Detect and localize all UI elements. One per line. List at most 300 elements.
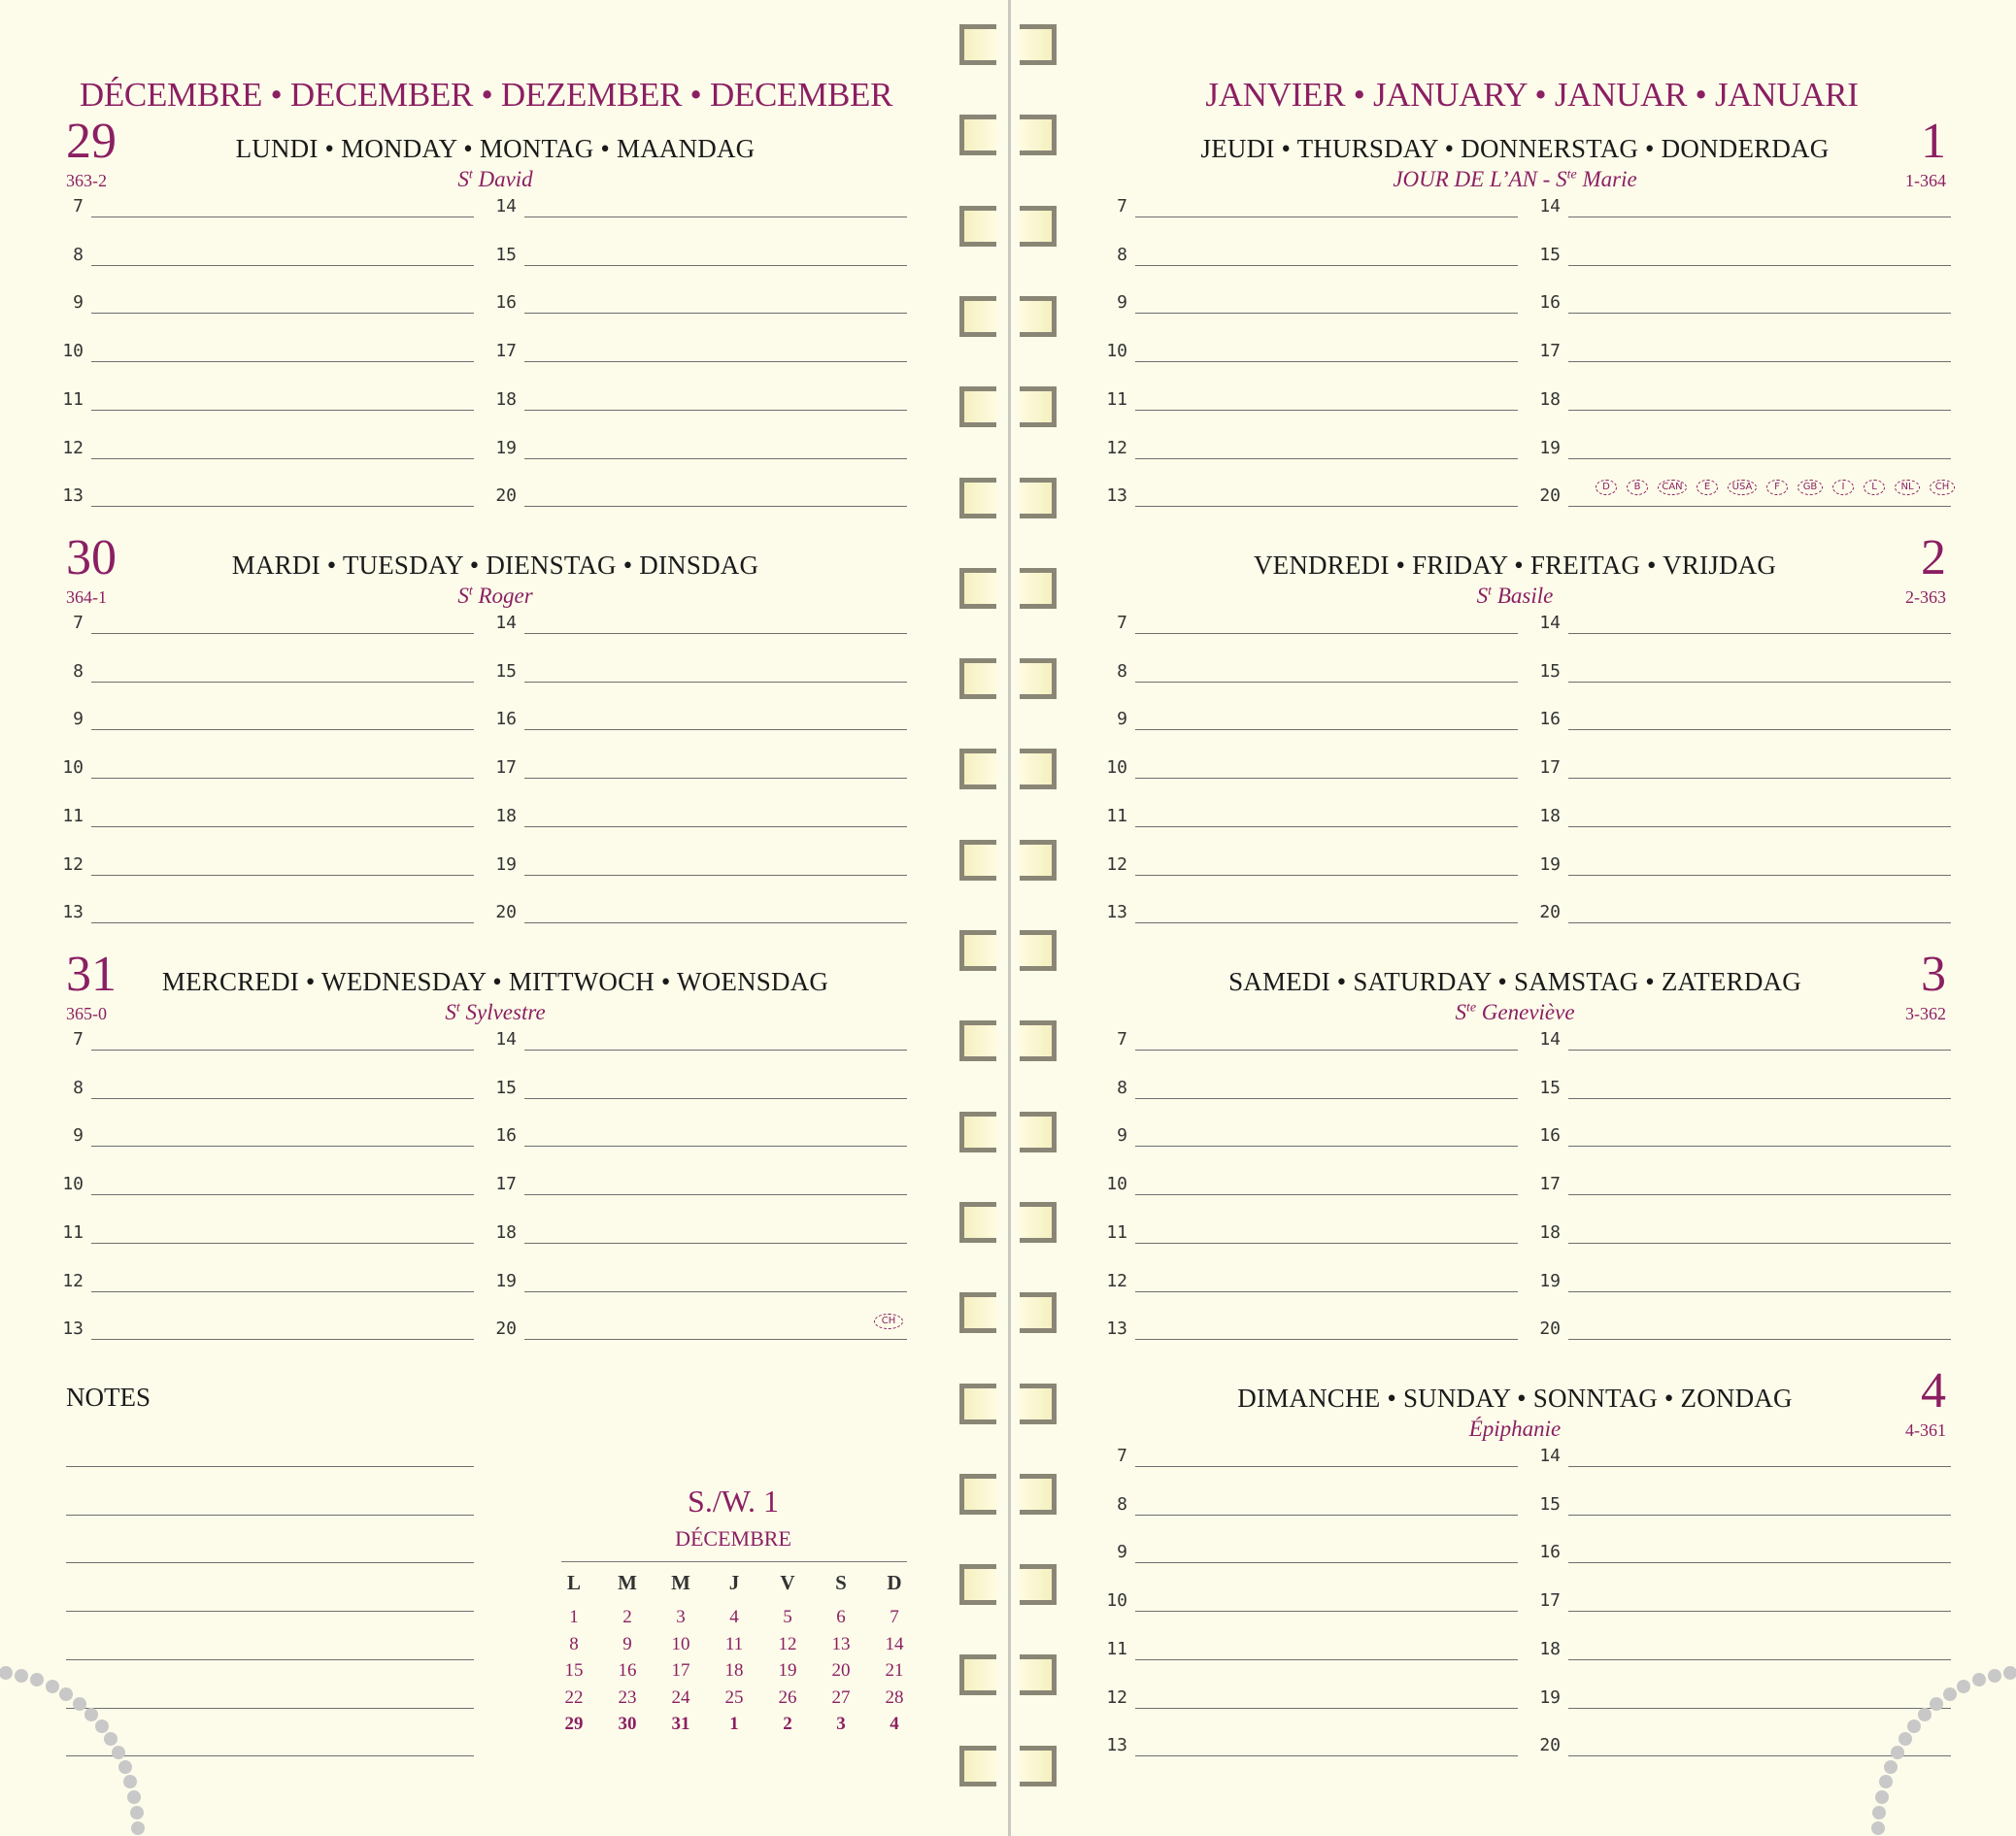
- calendar-date[interactable]: 17: [671, 1660, 690, 1681]
- hour-label: 10: [62, 757, 84, 779]
- writing-line[interactable]: [524, 778, 907, 779]
- day-name: LUNDI • MONDAY • MONTAG • MAANDAG: [235, 134, 756, 163]
- hour-label: 18: [1539, 1221, 1561, 1243]
- binder-ring: [959, 1112, 1057, 1152]
- ring-right-half: [1020, 840, 1057, 881]
- hour-label: 20: [495, 485, 517, 507]
- writing-line[interactable]: [91, 1050, 474, 1051]
- saint-prefix: S: [457, 167, 469, 191]
- writing-line[interactable]: [1135, 410, 1518, 411]
- day-name: MARDI • TUESDAY • DIENSTAG • DINSDAG: [231, 551, 759, 580]
- writing-line[interactable]: [91, 922, 474, 923]
- calendar-date[interactable]: 1: [729, 1714, 739, 1734]
- writing-line[interactable]: [524, 458, 907, 459]
- ring-left-half: [959, 840, 996, 881]
- ring-left-half: [959, 1202, 996, 1243]
- writing-line[interactable]: [1568, 458, 1951, 459]
- hour-label: 9: [1117, 292, 1127, 314]
- writing-line[interactable]: [524, 410, 907, 411]
- hour-label: 10: [1106, 1174, 1127, 1195]
- calendar-date[interactable]: 22: [564, 1686, 584, 1708]
- calendar-date[interactable]: 14: [885, 1633, 904, 1654]
- day-number: 1: [1921, 114, 1946, 169]
- writing-line[interactable]: [524, 1243, 907, 1244]
- writing-line[interactable]: [1135, 1708, 1518, 1709]
- hour-label: 11: [1106, 388, 1127, 410]
- hour-label: 15: [495, 1077, 517, 1098]
- hour-label: 8: [1117, 1493, 1127, 1515]
- writing-line[interactable]: [1135, 778, 1518, 779]
- writing-line[interactable]: [1568, 313, 1951, 314]
- writing-line[interactable]: [1135, 1611, 1518, 1612]
- calendar-date[interactable]: 8: [569, 1633, 579, 1654]
- hour-label: 13: [1106, 1319, 1127, 1340]
- writing-line[interactable]: [1568, 1291, 1951, 1292]
- day-name: JEUDI • THURSDAY • DONNERSTAG • DONDERDAG: [1200, 134, 1830, 163]
- writing-line[interactable]: [1568, 1611, 1951, 1612]
- calendar-date[interactable]: 7: [890, 1607, 899, 1627]
- decorative-dot: [46, 1680, 59, 1693]
- calendar-date[interactable]: 2: [783, 1714, 792, 1734]
- saint-superscript: te: [1566, 167, 1577, 183]
- writing-line[interactable]: [91, 682, 474, 683]
- mini-calendar-rule: [561, 1561, 907, 1562]
- writing-line[interactable]: [1135, 1194, 1518, 1195]
- binder-ring: [959, 478, 1057, 518]
- hour-label: 15: [1539, 1077, 1561, 1098]
- writing-line[interactable]: [524, 265, 907, 266]
- writing-line[interactable]: [1135, 506, 1518, 507]
- hour-label: 8: [73, 244, 84, 265]
- month-title-right: JANVIER • JANUARY • JANUAR • JANUARI: [1205, 76, 1859, 114]
- hour-label: 20: [495, 1319, 517, 1340]
- hour-label: 9: [73, 709, 84, 730]
- weekday-header: J: [728, 1571, 740, 1594]
- writing-line[interactable]: [91, 410, 474, 411]
- notes-line[interactable]: [66, 1659, 474, 1660]
- ring-right-half: [1020, 658, 1057, 699]
- decorative-dot: [59, 1687, 73, 1701]
- ring-left-half: [959, 115, 996, 155]
- calendar-date[interactable]: 10: [671, 1633, 690, 1654]
- decorative-dot: [1972, 1673, 1986, 1686]
- saint-of-day: [1117, 1417, 1913, 1442]
- hour-label: 12: [1106, 437, 1127, 458]
- writing-line[interactable]: [91, 1339, 474, 1340]
- writing-line[interactable]: [1568, 265, 1951, 266]
- writing-line[interactable]: [91, 1291, 474, 1292]
- writing-line[interactable]: [91, 1243, 474, 1244]
- hour-label: 7: [73, 613, 84, 633]
- writing-line[interactable]: [1135, 826, 1518, 827]
- writing-line[interactable]: [1568, 1659, 1951, 1660]
- decorative-dot: [1907, 1719, 1921, 1733]
- saint-of-day: [136, 167, 855, 192]
- hour-label: 18: [495, 388, 517, 410]
- hour-label: 16: [1539, 709, 1561, 730]
- hour-label: 7: [1117, 196, 1127, 217]
- decorative-dot: [30, 1673, 44, 1686]
- day-of-year: 2-363: [1905, 587, 1946, 607]
- writing-line[interactable]: [91, 361, 474, 362]
- decorative-dot: [0, 1666, 13, 1680]
- writing-line[interactable]: [1135, 1243, 1518, 1244]
- hour-label: 17: [1539, 1590, 1561, 1612]
- weekday-header: D: [887, 1571, 902, 1594]
- writing-line[interactable]: [524, 826, 907, 827]
- calendar-date[interactable]: 15: [564, 1660, 584, 1681]
- writing-line[interactable]: [1135, 1146, 1518, 1147]
- calendar-date[interactable]: 23: [618, 1686, 637, 1708]
- hour-label: 19: [1539, 437, 1561, 458]
- saint-prefix: S: [1476, 584, 1489, 608]
- writing-line[interactable]: [524, 313, 907, 314]
- saint-of-day: [1117, 1000, 1913, 1025]
- writing-line[interactable]: [1135, 922, 1518, 923]
- writing-line[interactable]: [1568, 633, 1951, 634]
- writing-line[interactable]: [1135, 1659, 1518, 1660]
- hour-label: 13: [1106, 1735, 1127, 1756]
- hour-label: 10: [62, 341, 84, 362]
- ring-left-half: [959, 478, 996, 518]
- writing-line[interactable]: [1135, 265, 1518, 266]
- calendar-date[interactable]: 25: [724, 1686, 744, 1708]
- ring-left-half: [959, 1384, 996, 1424]
- decorative-dot: [1930, 1697, 1943, 1711]
- writing-line[interactable]: [1568, 361, 1951, 362]
- hour-label: 15: [1539, 1493, 1561, 1515]
- writing-line[interactable]: [1135, 1291, 1518, 1292]
- decorative-dot: [1957, 1680, 1970, 1693]
- hour-label: 20: [495, 902, 517, 923]
- writing-line[interactable]: [1135, 729, 1518, 730]
- writing-line[interactable]: [1135, 1339, 1518, 1340]
- calendar-date[interactable]: 3: [676, 1607, 686, 1627]
- day-name: DIMANCHE • SUNDAY • SONNTAG • ZONDAG: [1237, 1384, 1793, 1413]
- hour-label: 8: [1117, 660, 1127, 682]
- calendar-date[interactable]: 11: [724, 1633, 744, 1654]
- ring-left-half: [959, 386, 996, 427]
- ring-left-half: [959, 658, 996, 699]
- writing-line[interactable]: [524, 1194, 907, 1195]
- calendar-date[interactable]: 16: [618, 1660, 637, 1681]
- binder-ring: [959, 1746, 1057, 1786]
- hour-label: 15: [495, 244, 517, 265]
- hour-label: 18: [495, 1221, 517, 1243]
- calendar-date[interactable]: 3: [836, 1714, 846, 1734]
- weekday-header: M: [618, 1571, 637, 1594]
- binder-ring: [959, 1292, 1057, 1333]
- saint-of-day: [136, 584, 855, 609]
- ring-left-half: [959, 1654, 996, 1695]
- writing-line[interactable]: [1135, 1050, 1518, 1051]
- decorative-dot: [118, 1760, 132, 1774]
- saint-superscript: t: [468, 167, 473, 183]
- day-name: SAMEDI • SATURDAY • SAMSTAG • ZATERDAG: [1228, 967, 1801, 996]
- day-number: 4: [1921, 1363, 1946, 1419]
- ring-right-half: [1020, 1474, 1057, 1515]
- ring-left-half: [959, 296, 996, 337]
- ring-right-half: [1020, 206, 1057, 247]
- decorative-dot: [130, 1806, 144, 1819]
- ring-right-half: [1020, 24, 1057, 65]
- writing-line[interactable]: [1568, 729, 1951, 730]
- writing-line[interactable]: [91, 826, 474, 827]
- decorative-dot: [1891, 1746, 1904, 1759]
- writing-line[interactable]: [524, 922, 907, 923]
- hour-label: 15: [1539, 660, 1561, 682]
- writing-line[interactable]: [1568, 1339, 1951, 1340]
- holiday-badge: NL: [1895, 480, 1920, 495]
- decorative-dot: [131, 1821, 145, 1835]
- hour-label: 12: [1106, 853, 1127, 875]
- saint-prefix: JOUR DE L’AN - S: [1393, 167, 1567, 191]
- hour-label: 13: [1106, 902, 1127, 923]
- calendar-date[interactable]: 20: [831, 1660, 851, 1681]
- writing-line[interactable]: [91, 1146, 474, 1147]
- hour-label: 18: [1539, 1638, 1561, 1659]
- hour-label: 12: [62, 437, 84, 458]
- calendar-date[interactable]: 30: [618, 1714, 637, 1734]
- hour-label: 18: [1539, 805, 1561, 826]
- writing-line[interactable]: [1568, 1050, 1951, 1051]
- hour-label: 18: [1539, 388, 1561, 410]
- writing-line[interactable]: [524, 875, 907, 876]
- weekday-header: S: [835, 1571, 847, 1594]
- day-number: 30: [66, 530, 117, 585]
- hour-label: 17: [495, 757, 517, 779]
- writing-line[interactable]: [524, 729, 907, 730]
- hour-label: 14: [1539, 1446, 1561, 1466]
- hour-label: 10: [1106, 341, 1127, 362]
- hour-label: 14: [495, 196, 517, 217]
- calendar-date[interactable]: 6: [836, 1607, 846, 1627]
- hour-label: 13: [62, 485, 84, 507]
- writing-line[interactable]: [1135, 361, 1518, 362]
- writing-line[interactable]: [524, 1146, 907, 1147]
- calendar-date[interactable]: 31: [671, 1714, 690, 1734]
- writing-line[interactable]: [1135, 1562, 1518, 1563]
- writing-line[interactable]: [1568, 1562, 1951, 1563]
- writing-line[interactable]: [1135, 313, 1518, 314]
- ring-right-half: [1020, 1020, 1057, 1061]
- saint-name: Basile: [1492, 584, 1554, 608]
- writing-line[interactable]: [1568, 506, 1951, 507]
- weekday-header: V: [780, 1571, 795, 1594]
- day-name: VENDREDI • FRIDAY • FREITAG • VRIJDAG: [1253, 551, 1777, 580]
- writing-line[interactable]: [1568, 1708, 1951, 1709]
- binder-ring: [959, 1654, 1057, 1695]
- saint-superscript: t: [1488, 584, 1493, 599]
- writing-line[interactable]: [1568, 1466, 1951, 1467]
- calendar-date[interactable]: 9: [622, 1633, 632, 1654]
- calendar-date[interactable]: 1: [569, 1607, 579, 1627]
- notes-line[interactable]: [66, 1611, 474, 1612]
- writing-line[interactable]: [1568, 922, 1951, 923]
- calendar-date[interactable]: 12: [778, 1633, 797, 1654]
- writing-line[interactable]: [1135, 633, 1518, 634]
- hour-label: 14: [1539, 1029, 1561, 1050]
- writing-line[interactable]: [524, 1291, 907, 1292]
- binder-ring: [959, 1384, 1057, 1424]
- writing-line[interactable]: [1568, 1243, 1951, 1244]
- writing-line[interactable]: [524, 506, 907, 507]
- decorative-dot: [73, 1697, 86, 1711]
- decorative-dot: [1879, 1775, 1893, 1788]
- calendar-date[interactable]: 18: [724, 1660, 744, 1681]
- writing-line[interactable]: [1568, 1146, 1951, 1147]
- writing-line[interactable]: [1135, 1515, 1518, 1516]
- day-number: 3: [1921, 947, 1946, 1002]
- writing-line[interactable]: [91, 1098, 474, 1099]
- day-of-year: 3-362: [1905, 1004, 1946, 1023]
- hour-label: 20: [1539, 1735, 1561, 1756]
- writing-line[interactable]: [91, 633, 474, 634]
- hour-label: 16: [495, 292, 517, 314]
- notes-line[interactable]: [66, 1515, 474, 1516]
- hour-label: 9: [73, 292, 84, 314]
- hour-label: 9: [1117, 709, 1127, 730]
- writing-line[interactable]: [524, 1339, 907, 1340]
- writing-line[interactable]: [1135, 682, 1518, 683]
- binder-ring: [959, 840, 1057, 881]
- decorative-dot: [127, 1790, 141, 1804]
- hour-label: 20: [1539, 1319, 1561, 1340]
- hour-label: 20: [1539, 902, 1561, 923]
- hour-label: 9: [1117, 1542, 1127, 1563]
- calendar-date[interactable]: 26: [778, 1686, 797, 1708]
- writing-line[interactable]: [1568, 410, 1951, 411]
- writing-line[interactable]: [524, 682, 907, 683]
- hour-label: 15: [495, 660, 517, 682]
- writing-line[interactable]: [1568, 826, 1951, 827]
- notes-line[interactable]: [66, 1755, 474, 1756]
- hour-label: 14: [1539, 613, 1561, 633]
- writing-line[interactable]: [1568, 1098, 1951, 1099]
- hour-label: 15: [1539, 244, 1561, 265]
- calendar-date[interactable]: 4: [890, 1714, 899, 1734]
- binder-ring: [959, 1564, 1057, 1605]
- calendar-date[interactable]: 19: [778, 1660, 797, 1681]
- binder-ring: [959, 1202, 1057, 1243]
- saint-name: Épiphanie: [1468, 1417, 1562, 1441]
- weekday-header: L: [566, 1571, 581, 1594]
- calendar-date[interactable]: 13: [831, 1633, 851, 1654]
- day-of-year: 364-1: [66, 587, 107, 607]
- writing-line[interactable]: [91, 1194, 474, 1195]
- writing-line[interactable]: [91, 875, 474, 876]
- binder-ring: [959, 386, 1057, 427]
- notes-line[interactable]: [66, 1708, 474, 1709]
- calendar-date[interactable]: 2: [622, 1607, 632, 1627]
- writing-line[interactable]: [1568, 1194, 1951, 1195]
- binding-spine: [1008, 0, 1011, 1836]
- calendar-date[interactable]: 24: [671, 1686, 690, 1708]
- calendar-date[interactable]: 28: [885, 1686, 904, 1708]
- hour-label: 8: [73, 660, 84, 682]
- writing-line[interactable]: [1568, 875, 1951, 876]
- writing-line[interactable]: [1568, 682, 1951, 683]
- hour-label: 16: [495, 709, 517, 730]
- holiday-badge: D: [1596, 480, 1617, 495]
- writing-line[interactable]: [91, 506, 474, 507]
- decorative-dot: [2003, 1666, 2016, 1680]
- writing-line[interactable]: [1135, 875, 1518, 876]
- saint-superscript: t: [468, 584, 473, 599]
- saint-name: Sylvestre: [459, 1000, 546, 1024]
- writing-line[interactable]: [91, 778, 474, 779]
- day-of-year: 1-364: [1905, 171, 1946, 190]
- ring-left-half: [959, 749, 996, 789]
- weekday-header: M: [671, 1571, 690, 1594]
- calendar-date[interactable]: 29: [564, 1714, 584, 1734]
- writing-line[interactable]: [1135, 458, 1518, 459]
- binder-ring: [959, 1020, 1057, 1061]
- saint-name: David: [472, 167, 533, 191]
- binder-ring: [959, 206, 1057, 247]
- hour-label: 13: [62, 1319, 84, 1340]
- writing-line[interactable]: [91, 265, 474, 266]
- calendar-date[interactable]: 27: [831, 1686, 851, 1708]
- writing-line[interactable]: [524, 1098, 907, 1099]
- ring-left-half: [959, 1564, 996, 1605]
- ring-right-half: [1020, 386, 1057, 427]
- hour-label: 11: [1106, 805, 1127, 826]
- holiday-badge: CAN: [1658, 480, 1687, 495]
- calendar-date[interactable]: 4: [729, 1607, 739, 1627]
- day-number: 31: [66, 947, 117, 1002]
- day-number: 2: [1921, 530, 1946, 585]
- writing-line[interactable]: [91, 729, 474, 730]
- holiday-badge: USA: [1728, 480, 1757, 495]
- calendar-date[interactable]: 21: [885, 1660, 904, 1681]
- binder-ring: [959, 658, 1057, 699]
- writing-line[interactable]: [1568, 778, 1951, 779]
- binder-ring: [959, 1474, 1057, 1515]
- writing-line[interactable]: [1135, 1098, 1518, 1099]
- hour-label: 10: [1106, 1590, 1127, 1612]
- hour-label: 16: [1539, 1542, 1561, 1563]
- hour-label: 17: [1539, 341, 1561, 362]
- calendar-date[interactable]: 5: [783, 1607, 792, 1627]
- writing-line[interactable]: [524, 1050, 907, 1051]
- hour-label: 8: [1117, 1077, 1127, 1098]
- hour-label: 12: [62, 853, 84, 875]
- binder-ring: [959, 115, 1057, 155]
- ring-left-half: [959, 930, 996, 971]
- hour-label: 16: [1539, 1125, 1561, 1147]
- writing-line[interactable]: [1568, 1515, 1951, 1516]
- saint-of-day: [136, 1000, 855, 1025]
- writing-line[interactable]: [1135, 1755, 1518, 1756]
- hour-label: 17: [495, 1174, 517, 1195]
- saint-name: Geneviève: [1476, 1000, 1575, 1024]
- hour-label: 14: [495, 1029, 517, 1050]
- day-number: 29: [66, 114, 117, 169]
- notes-line[interactable]: [66, 1562, 474, 1563]
- writing-line[interactable]: [1135, 1466, 1518, 1467]
- hour-label: 19: [1539, 1270, 1561, 1291]
- notes-line[interactable]: [66, 1466, 474, 1467]
- saint-superscript: t: [455, 1000, 460, 1016]
- decorative-dot: [1884, 1760, 1898, 1774]
- writing-line[interactable]: [524, 361, 907, 362]
- mini-calendar-title: S./W. 1: [688, 1484, 779, 1519]
- writing-line[interactable]: [91, 458, 474, 459]
- writing-line[interactable]: [524, 633, 907, 634]
- hour-label: 11: [62, 388, 84, 410]
- writing-line[interactable]: [91, 313, 474, 314]
